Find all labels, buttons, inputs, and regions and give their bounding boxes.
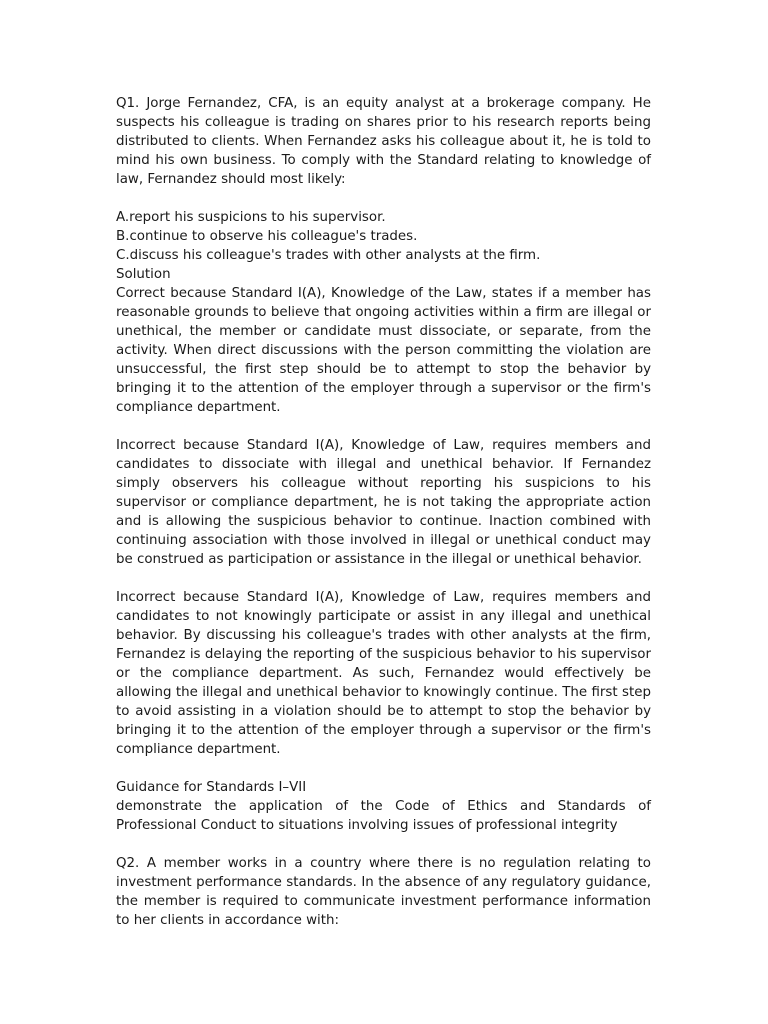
q1-option-b: B.continue to observe his colleague's trades.	[116, 229, 418, 244]
q1-solution-heading: Solution	[116, 267, 171, 282]
q1-option-a: A.report his suspicions to his supervisor.	[116, 210, 386, 225]
q1-explanation-incorrect-c: Incorrect because Standard I(A), Knowledge of Law, requires members and candidates to not knowingly participate or assist in any illegal and unethical behavior. By discussing his colleague's trades with other analysts at the firm, Fernandez is delaying the reporting of the suspicious behavior to his supervisor or the compliance department. As such, Fernandez would effectively be allowing the illegal and unethical behavior to knowingly continue. The first step to avoid assisting in a violation should be to attempt to stop the behavior by bringing it to the attention of the employer through a supervisor or the firm's compliance department.	[116, 590, 651, 757]
spacer	[116, 417, 651, 436]
q2-question: Q2. A member works in a country where there is no regulation relating to investment performance standards. In the absence of any regulatory guidance, the member is required to communicate investment performance information to her clients in accordance with:	[116, 856, 651, 928]
q1-question: Q1. Jorge Fernandez, CFA, is an equity analyst at a brokerage company. He suspects his colleague is trading on shares prior to his research reports being distributed to clients. When Fernandez asks his colleague about it, he is told to mind his own business. To comply with the Standard relating to knowledge of law, Fernandez should most likely:	[116, 96, 651, 187]
document-page	[116, 94, 651, 930]
q1-explanation-incorrect-b: Incorrect because Standard I(A), Knowledge of Law, requires members and candidates to dissociate with illegal and unethical behavior. If Fernandez simply observers his colleague without reporting his suspicions to his supervisor or compliance department, he is not taking the appropriate action and is allowing the suspicious behavior to continue. Inaction combined with continuing association with those involved in illegal or unethical conduct may be construed as participation or assistance in the illegal or unethical behavior.	[116, 438, 651, 567]
q1-guidance-text: demonstrate the application of the Code of Ethics and Standards of Professional Conduct to situations involving issues of professional integrity	[116, 799, 651, 833]
spacer	[116, 569, 651, 588]
q1-guidance-heading: Guidance for Standards I–VII	[116, 780, 307, 795]
spacer	[116, 835, 651, 854]
q1-option-c: C.discuss his colleague's trades with other analysts at the firm.	[116, 248, 541, 263]
q1-explanation-correct: Correct because Standard I(A), Knowledge of the Law, states if a member has reasonable grounds to believe that ongoing activities within a firm are illegal or unethical, the member or candidate must dissociate, or separate, from the activity. When direct discussions with the person committing the violation are unsuccessful, the first step should be to attempt to stop the behavior by bringing it to the attention of the employer through a supervisor or the firm's compliance department.	[116, 286, 651, 415]
spacer	[116, 759, 651, 778]
spacer	[116, 189, 651, 208]
